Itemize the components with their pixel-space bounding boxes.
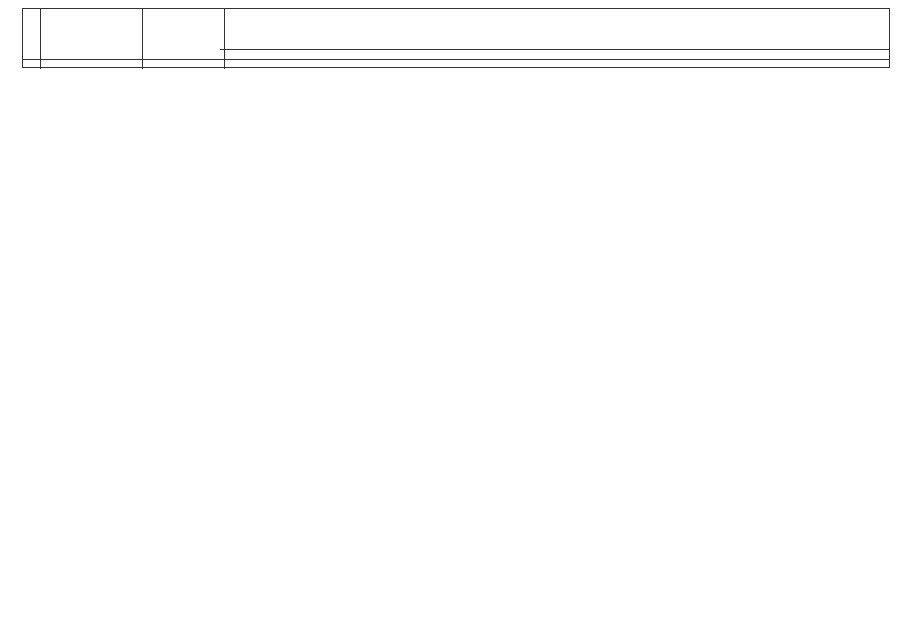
budget-table (22, 8, 890, 632)
header-title (220, 9, 889, 49)
header-numbers (23, 59, 889, 70)
table-header (22, 8, 890, 68)
